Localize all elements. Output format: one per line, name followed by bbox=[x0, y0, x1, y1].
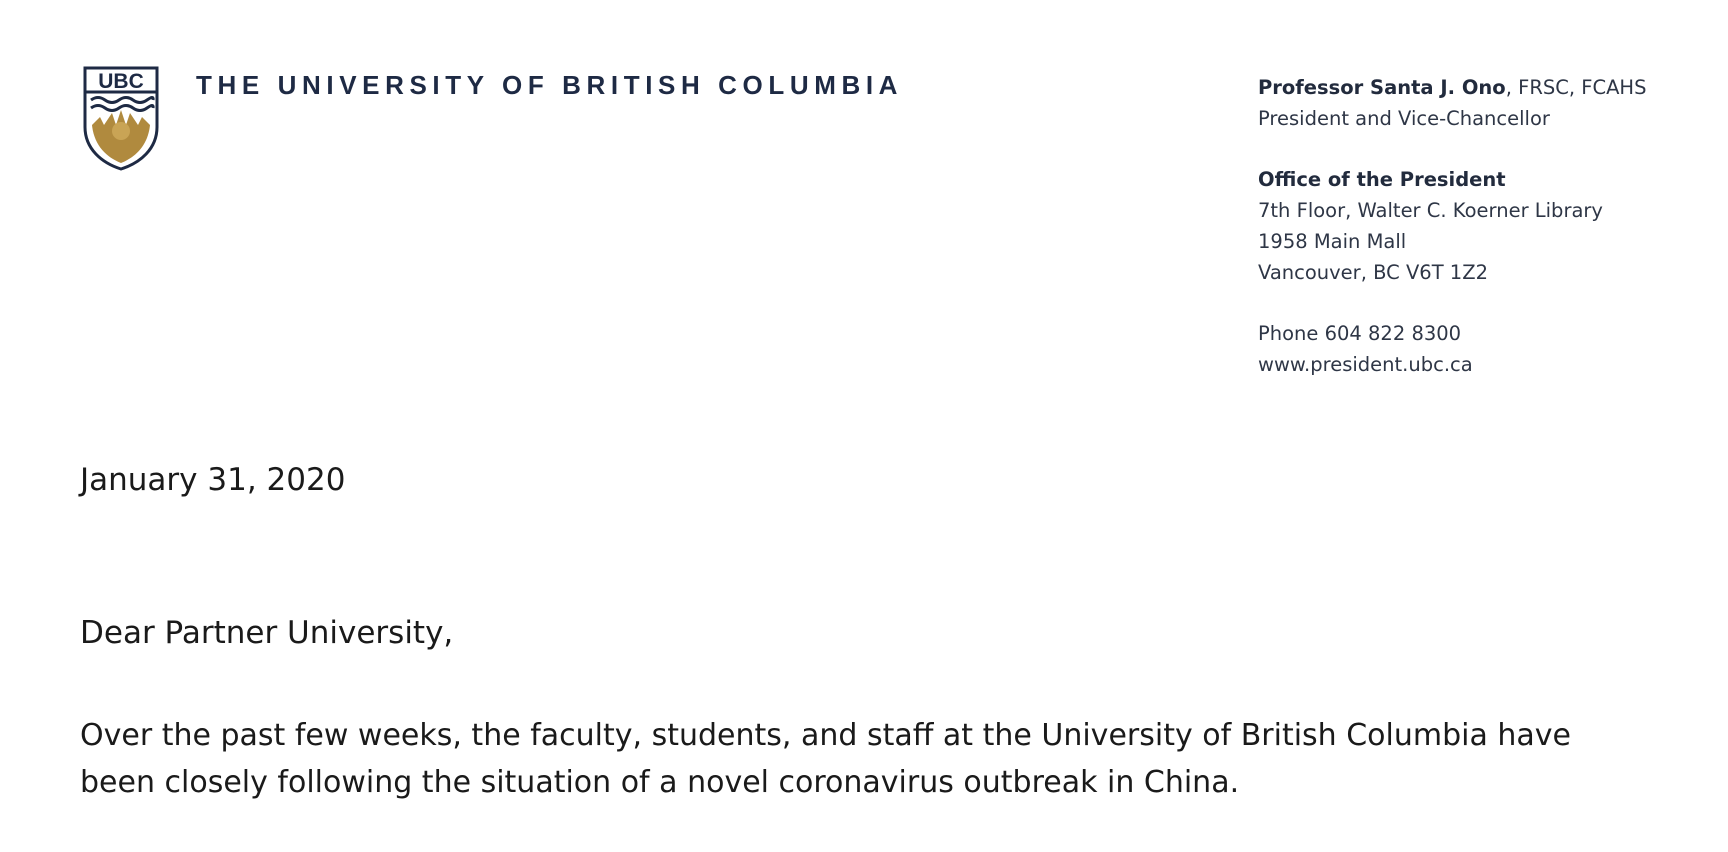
letter-date: January 31, 2020 bbox=[80, 462, 346, 498]
university-wordmark: THE UNIVERSITY OF BRITISH COLUMBIA bbox=[196, 70, 904, 100]
sender-block bbox=[1258, 72, 1698, 380]
cropped-next-line bbox=[80, 845, 1640, 852]
website-link[interactable]: www.president.ubc.ca bbox=[1258, 353, 1473, 376]
sender-name: Professor Santa J. Ono bbox=[1258, 76, 1506, 99]
address-line: Vancouver, BC V6T 1Z2 bbox=[1258, 261, 1488, 284]
letter-paragraph bbox=[80, 712, 1700, 806]
sender-name-line bbox=[1258, 72, 1698, 103]
crest-letters: UBC bbox=[98, 70, 144, 93]
address-line: 7th Floor, Walter C. Koerner Library bbox=[1258, 199, 1603, 222]
paragraph-line: been closely following the situation of a novel coronavirus outbreak in China. bbox=[80, 765, 1240, 800]
office-name: Office of the President bbox=[1258, 168, 1506, 191]
sender-title: President and Vice-Chancellor bbox=[1258, 107, 1550, 130]
address-line: 1958 Main Mall bbox=[1258, 230, 1407, 253]
phone-number: Phone 604 822 8300 bbox=[1258, 322, 1462, 345]
letter-salutation: Dear Partner University, bbox=[80, 615, 454, 651]
ubc-crest-logo bbox=[82, 65, 160, 171]
sender-honorifics: , FRSC, FCAHS bbox=[1505, 76, 1647, 99]
paragraph-line: Over the past few weeks, the faculty, students, and staff at the University of British Columbia have bbox=[80, 718, 1572, 753]
